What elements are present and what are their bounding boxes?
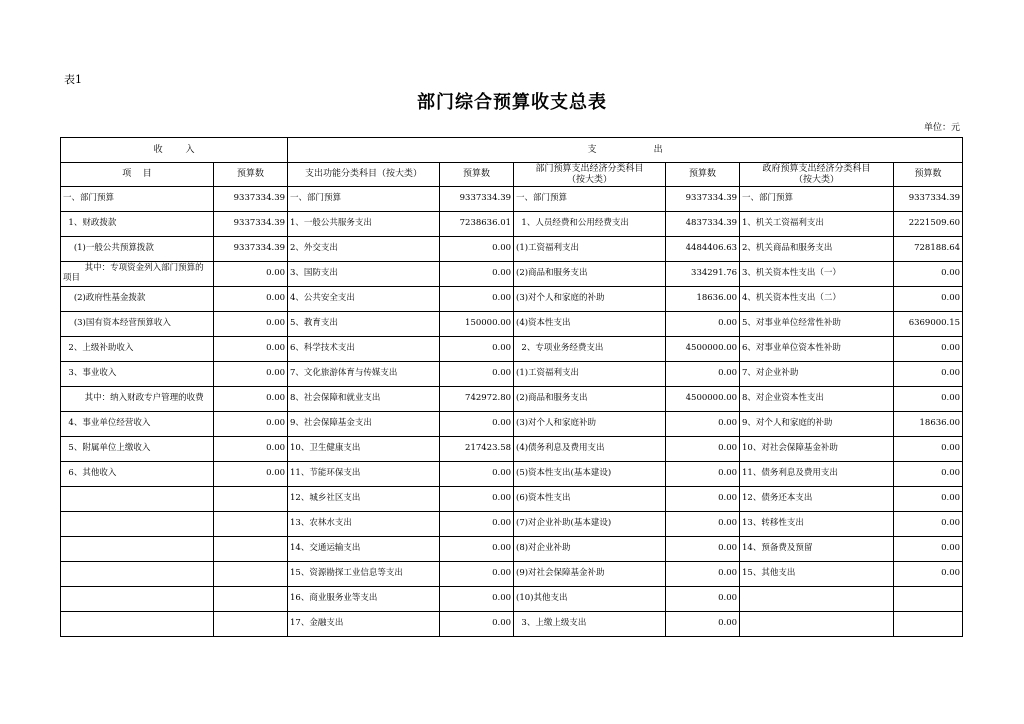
- item-name-cell: (7)对企业补助(基本建设): [514, 512, 666, 537]
- expense-section-header: 支 出: [288, 138, 963, 163]
- item-name-cell: 11、节能环保支出: [288, 462, 440, 487]
- budget-amount-cell: 2221509.60: [894, 212, 963, 237]
- budget-amount-cell: 4837334.39: [666, 212, 740, 237]
- item-name-cell: 3、机关资本性支出（一）: [740, 262, 894, 287]
- item-name-cell: (2)商品和服务支出: [514, 387, 666, 412]
- budget-amount-cell: 0.00: [214, 412, 288, 437]
- budget-amount-cell: 4500000.00: [666, 337, 740, 362]
- budget-table: [60, 137, 963, 637]
- budget-amount-cell: 728188.64: [894, 237, 963, 262]
- budget-amount-cell: [214, 612, 288, 637]
- item-name-cell: 1、一般公共服务支出: [288, 212, 440, 237]
- budget-amount-cell: 0.00: [894, 462, 963, 487]
- budget-amount-cell: 4500000.00: [666, 387, 740, 412]
- budget-amount-cell: 9337334.39: [666, 187, 740, 212]
- item-name-cell: 7、对企业补助: [740, 362, 894, 387]
- table-row: [61, 362, 963, 387]
- unit-label: 单位：元: [923, 123, 960, 133]
- budget-amount-cell: 6369000.15: [894, 312, 963, 337]
- budget-amount-cell: 9337334.39: [440, 187, 514, 212]
- item-name-cell: (6)资本性支出: [514, 487, 666, 512]
- table-row: [61, 412, 963, 437]
- budget-amount-cell: 0.00: [214, 287, 288, 312]
- item-name-cell: [740, 612, 894, 637]
- table-row: [61, 237, 963, 262]
- budget-amount-cell: 18636.00: [894, 412, 963, 437]
- budget-amount-cell: 0.00: [666, 562, 740, 587]
- item-name-cell: 其中：专项资金列入部门预算的项目: [61, 262, 214, 287]
- item-name-cell: 3、事业收入: [61, 362, 214, 387]
- budget-amount-cell: 0.00: [214, 387, 288, 412]
- item-name-cell: 一、部门预算: [288, 187, 440, 212]
- item-name-cell: (2)政府性基金拨款: [61, 287, 214, 312]
- budget-amount-cell: 0.00: [666, 587, 740, 612]
- budget-amount-cell: 7238636.01: [440, 212, 514, 237]
- budget-amount-cell: 0.00: [894, 537, 963, 562]
- budget-amount-cell: 334291.76: [666, 262, 740, 287]
- budget-amount-cell: 0.00: [894, 512, 963, 537]
- budget-amount-cell: 0.00: [666, 487, 740, 512]
- table-row: [61, 212, 963, 237]
- item-name-cell: [740, 587, 894, 612]
- budget-amount-cell: 0.00: [440, 362, 514, 387]
- budget-amount-cell: [894, 612, 963, 637]
- budget-amount-cell: [214, 512, 288, 537]
- item-name-cell: 7、文化旅游体育与传媒支出: [288, 362, 440, 387]
- item-name-cell: 8、社会保障和就业支出: [288, 387, 440, 412]
- table-row: [61, 462, 963, 487]
- budget-amount-cell: 0.00: [666, 362, 740, 387]
- budget-amount-cell: 0.00: [440, 262, 514, 287]
- table-row: [61, 287, 963, 312]
- item-name-cell: 13、转移性支出: [740, 512, 894, 537]
- budget-amount-cell: 4484406.63: [666, 237, 740, 262]
- column-header-6: 政府预算支出经济分类科目 （按大类）: [740, 163, 894, 187]
- budget-amount-cell: 0.00: [894, 362, 963, 387]
- item-name-cell: 15、其他支出: [740, 562, 894, 587]
- item-name-cell: 14、预备费及预留: [740, 537, 894, 562]
- item-name-cell: 15、资源勘探工业信息等支出: [288, 562, 440, 587]
- item-name-cell: 4、公共安全支出: [288, 287, 440, 312]
- budget-amount-cell: 0.00: [214, 337, 288, 362]
- budget-amount-cell: 0.00: [440, 562, 514, 587]
- item-name-cell: [61, 587, 214, 612]
- item-name-cell: 6、其他收入: [61, 462, 214, 487]
- column-header-0: 项 目: [61, 163, 214, 187]
- budget-amount-cell: 742972.80: [440, 387, 514, 412]
- budget-amount-cell: [214, 562, 288, 587]
- item-name-cell: 2、上级补助收入: [61, 337, 214, 362]
- item-name-cell: 2、机关商品和服务支出: [740, 237, 894, 262]
- item-name-cell: 2、专项业务经费支出: [514, 337, 666, 362]
- budget-amount-cell: 0.00: [440, 462, 514, 487]
- table-row: [61, 337, 963, 362]
- item-name-cell: 5、附属单位上缴收入: [61, 437, 214, 462]
- budget-amount-cell: 0.00: [440, 537, 514, 562]
- item-name-cell: (10)其他支出: [514, 587, 666, 612]
- budget-amount-cell: 0.00: [666, 412, 740, 437]
- budget-amount-cell: 0.00: [894, 387, 963, 412]
- budget-amount-cell: 0.00: [214, 312, 288, 337]
- page-title: 部门综合预算收支总表: [417, 92, 607, 113]
- budget-amount-cell: 0.00: [894, 437, 963, 462]
- table-row: [61, 537, 963, 562]
- column-header-2: 支出功能分类科目（按大类）: [288, 163, 440, 187]
- budget-amount-cell: 9337334.39: [894, 187, 963, 212]
- budget-amount-cell: 9337334.39: [214, 237, 288, 262]
- section-row: [61, 138, 963, 163]
- item-name-cell: 3、国防支出: [288, 262, 440, 287]
- item-name-cell: [61, 612, 214, 637]
- budget-amount-cell: 0.00: [214, 437, 288, 462]
- column-header-7: 预算数: [894, 163, 963, 187]
- item-name-cell: 10、对社会保障基金补助: [740, 437, 894, 462]
- budget-amount-cell: 0.00: [894, 262, 963, 287]
- item-name-cell: 17、金融支出: [288, 612, 440, 637]
- budget-amount-cell: 0.00: [440, 512, 514, 537]
- table-tag: 表1: [64, 73, 82, 86]
- item-name-cell: 4、事业单位经营收入: [61, 412, 214, 437]
- item-name-cell: (1)工资福利支出: [514, 362, 666, 387]
- item-name-cell: 3、上缴上级支出: [514, 612, 666, 637]
- budget-amount-cell: 0.00: [894, 287, 963, 312]
- item-name-cell: 10、卫生健康支出: [288, 437, 440, 462]
- column-header-4: 部门预算支出经济分类科目 （按大类）: [514, 163, 666, 187]
- budget-amount-cell: 0.00: [666, 312, 740, 337]
- table-row: [61, 562, 963, 587]
- income-section-header: 收 入: [61, 138, 288, 163]
- budget-amount-cell: 0.00: [894, 337, 963, 362]
- item-name-cell: (8)对企业补助: [514, 537, 666, 562]
- budget-amount-cell: [894, 587, 963, 612]
- item-name-cell: 12、城乡社区支出: [288, 487, 440, 512]
- table-row: [61, 387, 963, 412]
- table-row: [61, 512, 963, 537]
- budget-amount-cell: 0.00: [440, 337, 514, 362]
- item-name-cell: (5)资本性支出(基本建设): [514, 462, 666, 487]
- item-name-cell: (1)工资福利支出: [514, 237, 666, 262]
- item-name-cell: 16、商业服务业等支出: [288, 587, 440, 612]
- budget-amount-cell: 0.00: [666, 512, 740, 537]
- item-name-cell: 1、人员经费和公用经费支出: [514, 212, 666, 237]
- budget-amount-cell: 0.00: [440, 287, 514, 312]
- table-row: [61, 437, 963, 462]
- budget-amount-cell: 217423.58: [440, 437, 514, 462]
- item-name-cell: 8、对企业资本性支出: [740, 387, 894, 412]
- item-name-cell: (4)资本性支出: [514, 312, 666, 337]
- table-row: [61, 487, 963, 512]
- budget-amount-cell: 0.00: [440, 487, 514, 512]
- item-name-cell: 1、机关工资福利支出: [740, 212, 894, 237]
- budget-amount-cell: 0.00: [666, 437, 740, 462]
- column-header-row: [61, 163, 963, 187]
- table-row: [61, 587, 963, 612]
- budget-amount-cell: 150000.00: [440, 312, 514, 337]
- item-name-cell: (3)对个人和家庭的补助: [514, 287, 666, 312]
- item-name-cell: [61, 487, 214, 512]
- item-name-cell: 一、部门预算: [61, 187, 214, 212]
- item-name-cell: (9)对社会保障基金补助: [514, 562, 666, 587]
- budget-amount-cell: 0.00: [440, 237, 514, 262]
- budget-amount-cell: 0.00: [666, 612, 740, 637]
- item-name-cell: (2)商品和服务支出: [514, 262, 666, 287]
- budget-amount-cell: 9337334.39: [214, 212, 288, 237]
- item-name-cell: (3)对个人和家庭补助: [514, 412, 666, 437]
- budget-amount-cell: 0.00: [894, 562, 963, 587]
- table-row: [61, 312, 963, 337]
- table-row: [61, 187, 963, 212]
- item-name-cell: 4、机关资本性支出（二）: [740, 287, 894, 312]
- table-row: [61, 262, 963, 287]
- budget-amount-cell: 0.00: [894, 487, 963, 512]
- budget-amount-cell: 0.00: [666, 462, 740, 487]
- item-name-cell: (3)国有资本经营预算收入: [61, 312, 214, 337]
- item-name-cell: 5、对事业单位经常性补助: [740, 312, 894, 337]
- item-name-cell: 2、外交支出: [288, 237, 440, 262]
- column-header-1: 预算数: [214, 163, 288, 187]
- item-name-cell: 1、财政拨款: [61, 212, 214, 237]
- budget-amount-cell: 0.00: [440, 412, 514, 437]
- item-name-cell: 6、对事业单位资本性补助: [740, 337, 894, 362]
- item-name-cell: 5、教育支出: [288, 312, 440, 337]
- item-name-cell: (4)债务利息及费用支出: [514, 437, 666, 462]
- budget-amount-cell: 0.00: [666, 537, 740, 562]
- item-name-cell: 11、债务利息及费用支出: [740, 462, 894, 487]
- budget-amount-cell: 0.00: [214, 462, 288, 487]
- column-header-3: 预算数: [440, 163, 514, 187]
- item-name-cell: 13、农林水支出: [288, 512, 440, 537]
- budget-amount-cell: 0.00: [440, 612, 514, 637]
- budget-amount-cell: 0.00: [440, 587, 514, 612]
- item-name-cell: 一、部门预算: [514, 187, 666, 212]
- item-name-cell: 一、部门预算: [740, 187, 894, 212]
- budget-amount-cell: 18636.00: [666, 287, 740, 312]
- item-name-cell: [61, 562, 214, 587]
- budget-amount-cell: 9337334.39: [214, 187, 288, 212]
- item-name-cell: 12、债务还本支出: [740, 487, 894, 512]
- item-name-cell: (1)一般公共预算拨款: [61, 237, 214, 262]
- budget-amount-cell: 0.00: [214, 262, 288, 287]
- table-row: [61, 612, 963, 637]
- item-name-cell: 14、交通运输支出: [288, 537, 440, 562]
- item-name-cell: 其中：纳入财政专户管理的收费: [61, 387, 214, 412]
- item-name-cell: [61, 512, 214, 537]
- item-name-cell: [61, 537, 214, 562]
- budget-amount-cell: 0.00: [214, 362, 288, 387]
- column-header-5: 预算数: [666, 163, 740, 187]
- item-name-cell: 6、科学技术支出: [288, 337, 440, 362]
- budget-amount-cell: [214, 587, 288, 612]
- item-name-cell: 9、社会保障基金支出: [288, 412, 440, 437]
- budget-amount-cell: [214, 487, 288, 512]
- budget-amount-cell: [214, 537, 288, 562]
- item-name-cell: 9、对个人和家庭的补助: [740, 412, 894, 437]
